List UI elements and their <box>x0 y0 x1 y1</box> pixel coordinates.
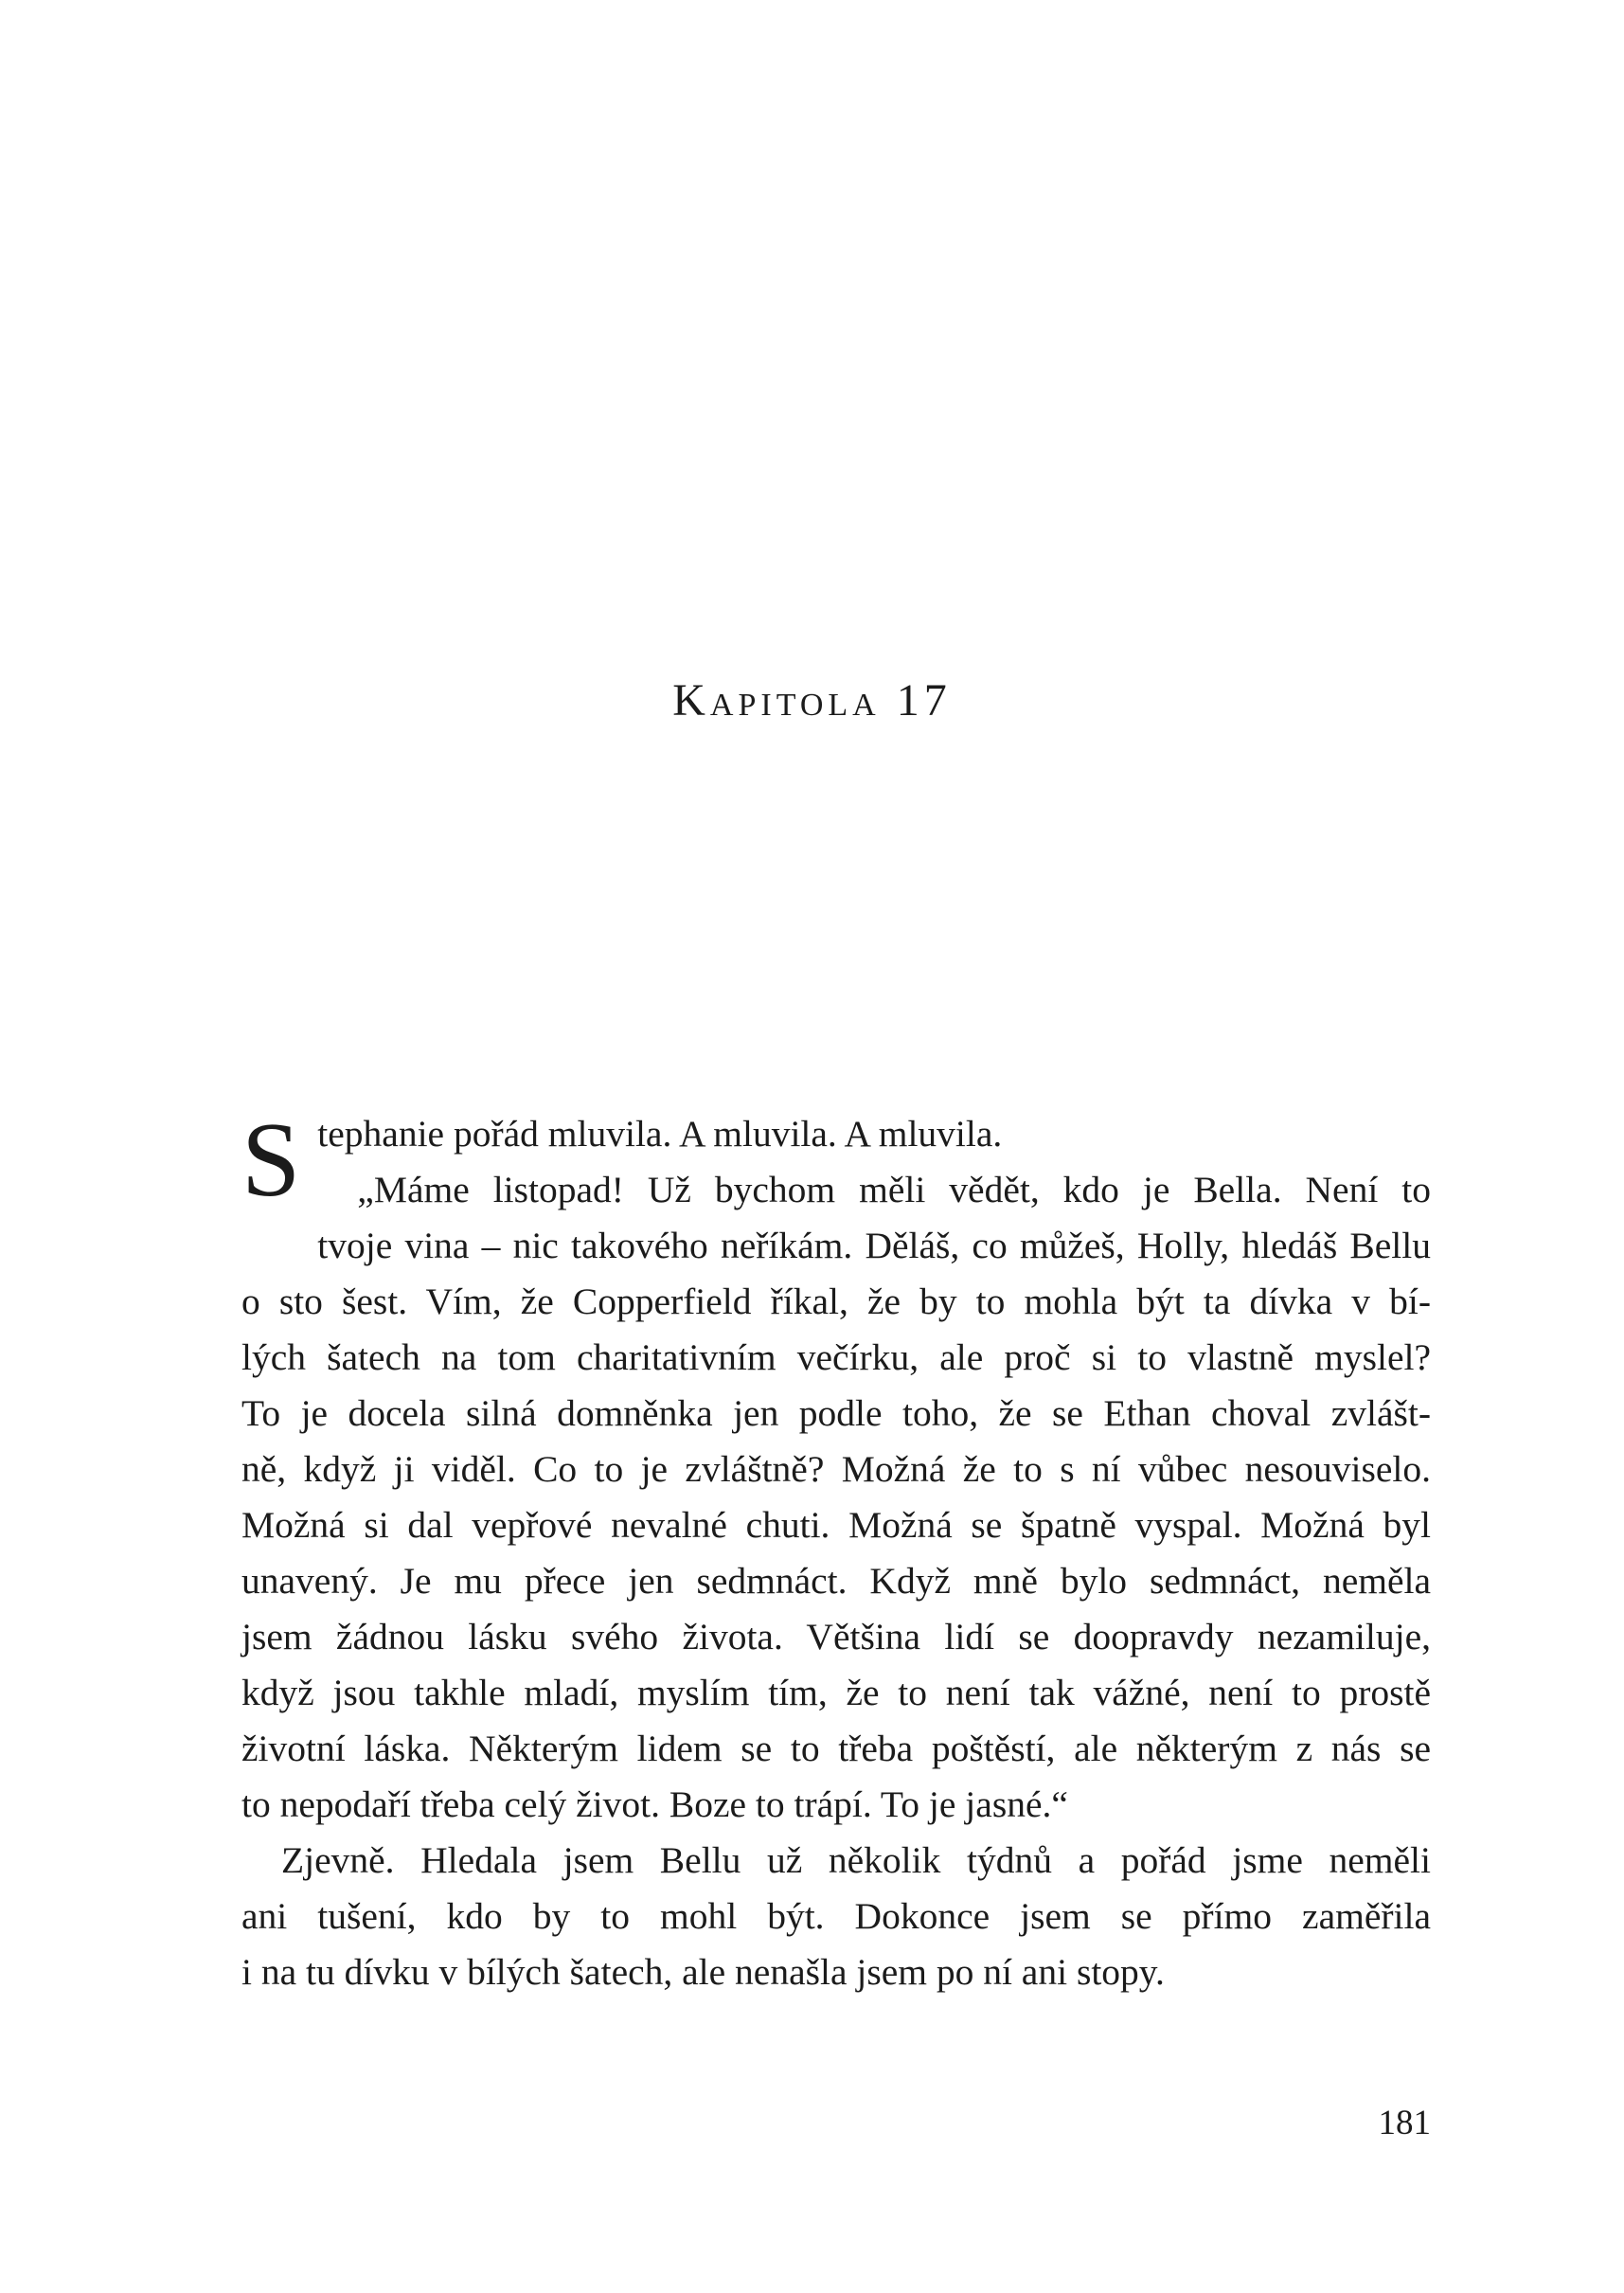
text-line: tvoje vina – nic takového neříkám. Děláš, co můžeš, Holly, hledáš Bellu <box>317 1225 1431 1266</box>
chapter-title <box>0 674 1624 726</box>
text-line: Zjevně. Hledala jsem Bellu už několik týdnů a pořád jsme neměli <box>281 1839 1431 1881</box>
chapter-title-number: 17 <box>896 675 952 726</box>
text-line: to nepodaří třeba celý život. Boze to trápí. To je jasné.“ <box>241 1783 1068 1825</box>
text-line: lých šatech na tom charitativním večírku, ale proč si to vlastně myslel? <box>241 1336 1431 1378</box>
drop-cap: S <box>241 1102 301 1219</box>
text-line: i na tu dívku v bílých šatech, ale nenašla jsem po ní ani stopy. <box>241 1951 1165 1993</box>
chapter-title-word: Kapitola <box>672 675 881 726</box>
body-text <box>241 1102 1431 2000</box>
text-line: o sto šest. Vím, že Copperfield říkal, že by to mohla být ta dívka v bí- <box>241 1281 1431 1322</box>
text-line: ně, když ji viděl. Co to je zvláštně? Možná že to s ní vůbec nesouviselo. <box>241 1448 1431 1490</box>
page-number: 181 <box>1378 2104 1431 2142</box>
text-line: unavený. Je mu přece jen sedmnáct. Když mně bylo sedmnáct, neměla <box>241 1560 1431 1602</box>
text-line: Možná si dal vepřové nevalné chuti. Možná se špatně vyspal. Možná byl <box>241 1504 1431 1546</box>
text-line: když jsou takhle mladí, myslím tím, že to není tak vážné, není to prostě <box>241 1672 1431 1713</box>
text-line: To je docela silná domněnka jen podle toho, že se Ethan choval zvlášt- <box>241 1392 1431 1434</box>
text-line: ani tušení, kdo by to mohl být. Dokonce jsem se přímo zaměřila <box>241 1895 1431 1937</box>
text-line: „Máme listopad! Už bychom měli vědět, kdo je Bella. Není to <box>357 1169 1431 1210</box>
text-line: jsem žádnou lásku svého života. Většina lidí se doopravdy nezamiluje, <box>241 1616 1431 1657</box>
text-line: životní láska. Některým lidem se to třeba poštěstí, ale některým z nás se <box>241 1728 1431 1769</box>
text-line: tephanie pořád mluvila. A mluvila. A mluvila. <box>317 1113 1003 1155</box>
